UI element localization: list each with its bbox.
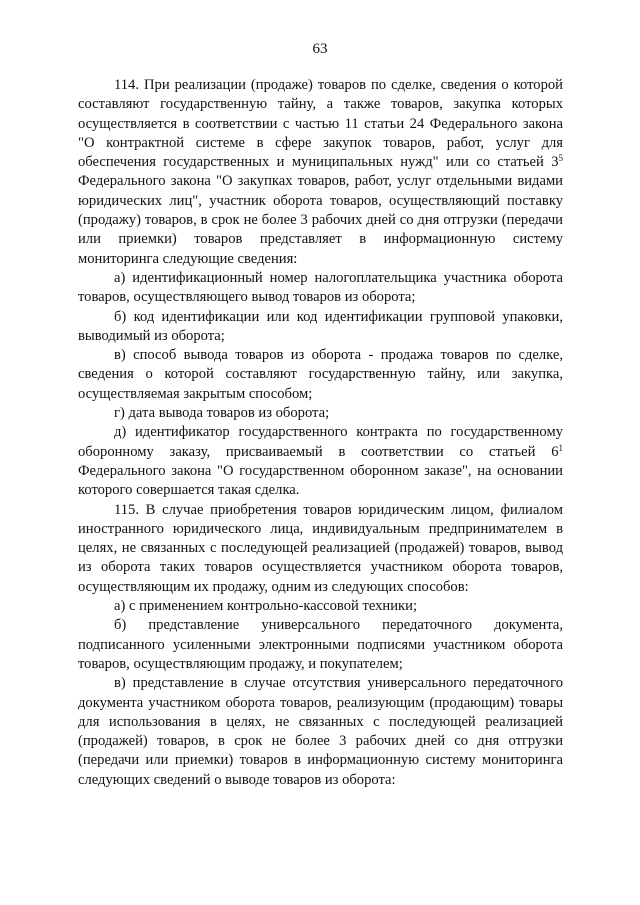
paragraph-114-text: 114. При реализации (продаже) товаров по сделке, сведения о которой составляют государственную тайну, а также товаров, закупка которых осуществляется в соответствии с частью 11 статьи 24 Федерального закона "О контрактной системе в сфере закупок товаров, работ, услуг для обеспечения государственных и муниципальных нужд" или со статьей 3: [78, 77, 563, 171]
paragraph-114-item-v: в) способ вывода товаров из оборота - продажа товаров по сделке, сведения о которой составляют государственную тайну, или закупка, осуществляемая закрытым способом;: [78, 347, 563, 402]
paragraph-115: 115. В случае приобретения товаров юридическим лицом, филиалом иностранного юридического лица, индивидуальным предпринимателем в целях, не связанных с последующей реализацией (продажей) товаров, вывод из оборота таких товаров осуществляется участником оборота товаров, осуществляющим их продажу, одним из следующих способов:: [78, 501, 563, 595]
document-body: [78, 76, 563, 790]
paragraph-115-item-b: б) представление универсального передаточного документа, подписанного усиленными электронными подписями участником оборота товаров, осуществляющим продажу, и покупателем;: [78, 617, 563, 672]
footnote-superscript: 5: [558, 153, 563, 164]
paragraph-114-text-cont: Федерального закона "О закупках товаров, работ, услуг отдельными видами юридических лиц", участник оборота товаров, осуществляющий поставку (продажу) товаров, в срок не более 3 рабочих дней со дня отгрузки (передачи или приемки) товаров представляет в информационную систему мониторинга следующие сведения:: [78, 173, 563, 267]
paragraph-114-item-d-text-cont: Федерального закона "О государственном оборонном заказе", на основании которого совершается такая сделка.: [78, 462, 563, 499]
footnote-superscript: 1: [558, 442, 563, 453]
paragraph-114-item-b: б) код идентификации или код идентификации групповой упаковки, выводимый из оборота;: [78, 308, 563, 344]
paragraph-115-item-a: а) с применением контрольно-кассовой техники;: [114, 598, 418, 615]
page-number: 63: [312, 41, 328, 57]
paragraph-114-item-d-text: д) идентификатор государственного контракта по государственному оборонному заказу, присваиваемый в соответствии со статьей 6: [78, 424, 563, 460]
paragraph-114: [78, 76, 563, 269]
paragraph-115-item-v: в) представление в случае отсутствия универсального передаточного документа участником оборота товаров, реализующим (продающим) товары для использования в целях, не связанных с последующей реализацией (продажей) товаров, в срок не более 3 рабочих дней со дня отгрузки (передачи или приемки) товаров в информационную систему мониторинга следующих сведений о выводе товаров из оборота:: [78, 675, 563, 788]
paragraph-114-item-g: г) дата вывода товаров из оборота;: [114, 405, 330, 422]
paragraph-114-item-a: а) идентификационный номер налогоплательщика участника оборота товаров, осуществляющего вывод товаров из оборота;: [78, 269, 563, 306]
paragraph-114-item-d: [78, 423, 563, 500]
